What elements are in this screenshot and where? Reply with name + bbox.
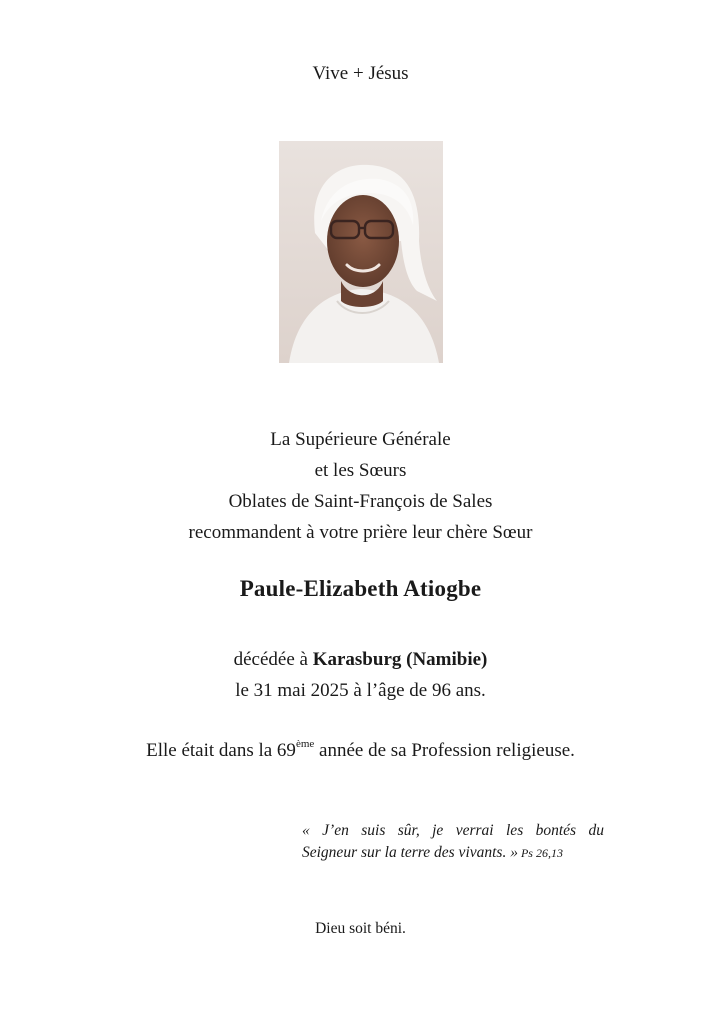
intro-line-superior: La Supérieure Générale: [270, 429, 451, 450]
profession-text-before: Elle était dans la 69: [146, 740, 296, 761]
profession-superscript: ème: [295, 738, 315, 750]
death-place: Karasburg (Namibie): [312, 649, 488, 670]
motto-heading: Vive + Jésus: [312, 63, 409, 84]
quote-reference: Ps 26,13: [520, 846, 563, 860]
intro-line-congregation: Oblates de Saint-François de Sales: [228, 491, 493, 512]
deceased-name: Paule-Elizabeth Atiogbe: [239, 576, 482, 601]
quote-line-1: « J’en suis sûr, je verrai les bontés du: [302, 822, 604, 839]
intro-line-prayer-request: recommandent à votre prière leur chère Sœur: [188, 522, 533, 543]
quote-line-2-wrap: [302, 842, 604, 864]
profession-line: [0, 735, 721, 766]
quote-line-2: Seigneur sur la terre des vivants. »: [302, 844, 518, 861]
profession-text-after: année de sa Profession religieuse.: [314, 740, 575, 761]
death-date-line: le 31 mai 2025 à l’âge de 96 ans.: [235, 680, 486, 701]
death-prefix: décédée à: [233, 649, 308, 670]
face-shape: [327, 195, 399, 287]
intro-line-sisters: et les Sœurs: [314, 460, 407, 481]
portrait-photo: [279, 141, 443, 363]
closing-blessing: Dieu soit béni.: [315, 920, 406, 937]
portrait-illustration: [279, 141, 443, 363]
death-place-line: [0, 644, 721, 675]
scripture-quote: [302, 820, 604, 864]
